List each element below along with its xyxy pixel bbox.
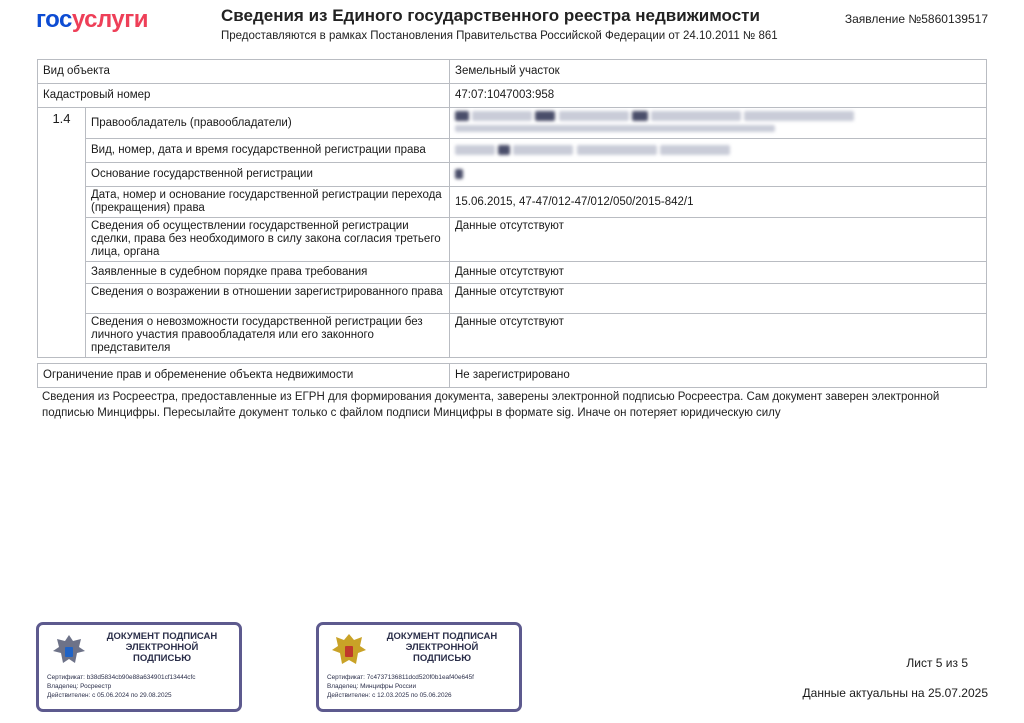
personal-participation-label: Сведения о невозможности государственной регистрации без личного участия правообладателя или его законного представителя <box>86 314 450 358</box>
basis-label: Основание государственной регистрации <box>86 163 450 187</box>
transfer-label: Дата, номер и основание государственной регистрации перехода (прекращения) права <box>86 187 450 218</box>
data-actual-date: Данные актуальны на 25.07.2025 <box>802 686 988 700</box>
stamp-title: ДОКУМЕНТ ПОДПИСАН ЭЛЕКТРОННОЙ ПОДПИСЬЮ <box>106 631 218 664</box>
table-row <box>38 108 987 139</box>
registration-label: Вид, номер, дата и время государственной регистрации права <box>86 139 450 163</box>
stamp-valid: Действителен: с 12.03.2025 по 05.06.2026 <box>327 692 452 699</box>
object-type-value: Земельный участок <box>450 60 987 84</box>
stamp-valid: Действителен: с 05.06.2024 по 29.08.2025 <box>47 692 172 699</box>
table-row <box>38 262 987 284</box>
table-row <box>38 139 987 163</box>
claims-value: Данные отсутствуют <box>450 262 987 284</box>
stamp-title: ДОКУМЕНТ ПОДПИСАН ЭЛЕКТРОННОЙ ПОДПИСЬЮ <box>386 631 498 664</box>
application-number: Заявление №5860139517 <box>844 12 988 26</box>
personal-participation-value: Данные отсутствуют <box>450 314 987 358</box>
registration-value-redacted <box>450 139 987 163</box>
basis-value-redacted <box>450 163 987 187</box>
table-row <box>38 218 987 262</box>
stamp-cert: Сертификат: b38d5834cb90e88a634901cf13444cfc <box>47 674 196 681</box>
restrictions-table <box>37 363 987 388</box>
stamp-owner: Владелец: Минцифры России <box>327 683 417 690</box>
stamp-owner: Владелец: Росреестр <box>47 683 112 690</box>
object-type-label: Вид объекта <box>38 60 450 84</box>
table-row <box>38 84 987 108</box>
owner-label: Правообладатель (правообладатели) <box>86 108 450 139</box>
table-row <box>38 284 987 314</box>
table-row <box>38 187 987 218</box>
stamp-certificate-info <box>47 673 235 700</box>
objection-value: Данные отсутствуют <box>450 284 987 314</box>
document-title: Сведения из Единого государственного реестра недвижимости <box>221 6 760 25</box>
cadastral-value: 47:07:1047003:958 <box>450 84 987 108</box>
eagle-emblem-icon <box>49 631 89 671</box>
restrictions-label: Ограничение прав и обременение объекта недвижимости <box>38 364 450 388</box>
claims-label: Заявленные в судебном порядке права требования <box>86 262 450 284</box>
cadastral-label: Кадастровый номер <box>38 84 450 108</box>
coat-of-arms-icon <box>329 631 369 671</box>
table-row <box>38 163 987 187</box>
transfer-value: 15.06.2015, 47-47/012-47/012/050/2015-842/1 <box>450 187 987 218</box>
table-row <box>38 314 987 358</box>
signature-stamp-mintsifry <box>316 622 522 712</box>
table-row <box>38 364 987 388</box>
owner-value-redacted <box>450 108 987 139</box>
restrictions-value: Не зарегистрировано <box>450 364 987 388</box>
consent-value: Данные отсутствуют <box>450 218 987 262</box>
page-number: Лист 5 из 5 <box>906 656 968 670</box>
table-row <box>38 60 987 84</box>
document-subtitle: Предоставляются в рамках Постановления Правительства Российской Федерации от 24.10.2011 № 861 <box>221 30 778 42</box>
stamp-certificate-info <box>327 673 515 700</box>
gosuslugi-logo: госуслуги <box>36 6 148 33</box>
section-number: 1.4 <box>38 108 86 358</box>
registry-table <box>37 59 987 358</box>
signature-notice: Сведения из Росреестра, предоставленные из ЕГРН для формирования документа, заверены электронной подписью Росреестра. Сам документ заверен электронной подписью Минцифры. Пересылайте документ только с файлом подписи Минцифры в формате sig. Иначе он потеряет юридическую силу <box>42 391 940 419</box>
signature-stamp-rosreestr <box>36 622 242 712</box>
stamp-cert: Сертификат: 7c4737136811dcd520f0b1eaf40e645f <box>327 674 474 681</box>
consent-label: Сведения об осуществлении государственной регистрации сделки, права без необходимого в силу закона согласия третьего лица, органа <box>86 218 450 262</box>
objection-label: Сведения о возражении в отношении зарегистрированного права <box>86 284 450 314</box>
